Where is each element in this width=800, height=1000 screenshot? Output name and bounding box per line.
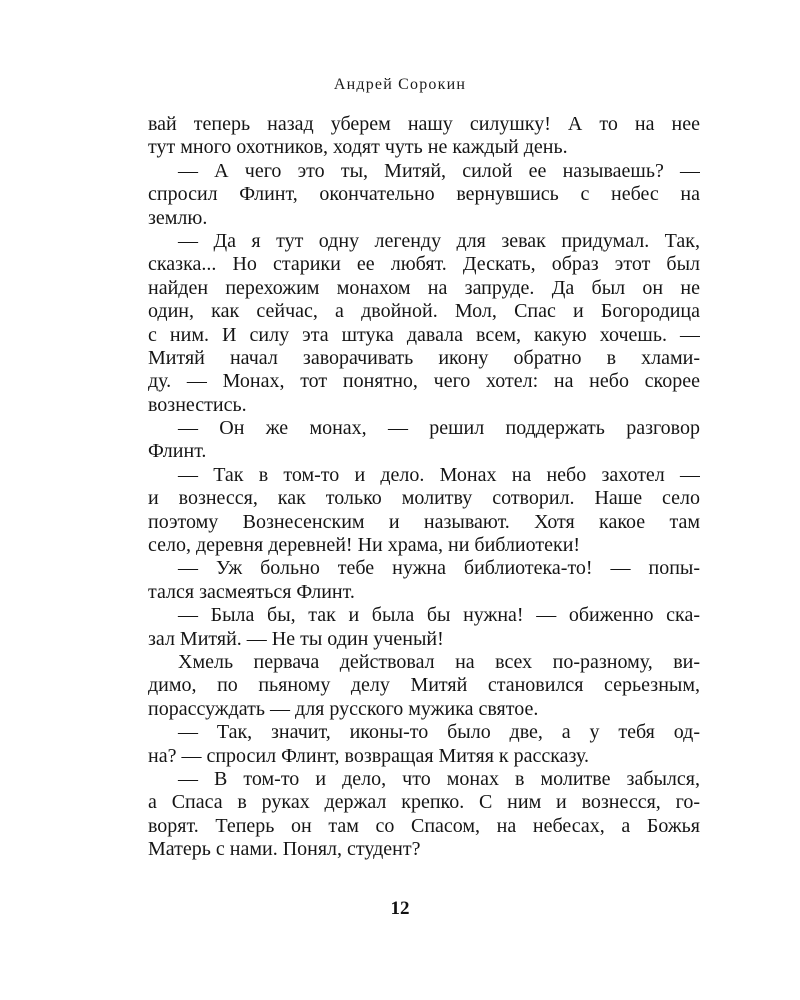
text-line: — Он же монах, — решил поддержать разговор xyxy=(178,417,700,440)
text-line: сказка... Но старики ее любят. Дескать, образ этот был xyxy=(148,253,700,276)
text-line: поэтому Вознесенским и называют. Хотя какое там xyxy=(148,510,700,533)
text-line: димо, по пьяному делу Митяй становился серьезным, xyxy=(148,674,700,697)
text-line: — Да я тут одну легенду для зевак придумал. Так, xyxy=(178,229,700,252)
text-line: с ним. И силу эта штука давала всем, какую хочешь. — xyxy=(148,323,700,346)
text-line: вай теперь назад уберем нашу силушку! А то на нее xyxy=(148,113,700,135)
text-line: — Уж больно тебе нужна библиотека-то! — попы- xyxy=(178,557,700,580)
text-line: землю. xyxy=(148,206,208,229)
text-line: — В том-то и дело, что монах в молитве забылся, xyxy=(178,767,700,790)
text-line: тут много охотников, ходят чуть не каждый день. xyxy=(148,136,568,159)
text-line: — Так в том-то и дело. Монах на небо захотел — xyxy=(178,463,700,486)
text-line: один, как сейчас, а двойной. Мол, Спас и Богородица xyxy=(148,300,700,323)
text-line: Митяй начал заворачивать икону обратно в хлами- xyxy=(148,346,700,369)
text-line: — Так, значит, иконы-то было две, а у тебя од- xyxy=(178,721,700,744)
text-line: зал Митяй. — Не ты один ученый! xyxy=(148,627,444,650)
text-line: — Была бы, так и была бы нужна! — обиженно ска- xyxy=(178,604,700,627)
text-line: ворят. Теперь он там со Спасом, на небесах, а Божья xyxy=(148,814,700,837)
text-line: ду. — Монах, тот понятно, чего хотел: на небо скорее xyxy=(148,370,700,393)
text-line: Флинт. xyxy=(148,440,207,463)
text-line: и вознесся, как только молитву сотворил. Наше село xyxy=(148,487,700,510)
running-head-author: Андрей Сорокин xyxy=(333,76,467,93)
text-line: — А чего это ты, Митяй, силой ее называешь? — xyxy=(178,159,700,182)
text-line: найден перехожим монахом на запруде. Да был он не xyxy=(148,276,700,299)
text-line: на? — спросил Флинт, возвращая Митяя к рассказу. xyxy=(148,744,590,767)
text-line: Матерь с нами. Понял, студент? xyxy=(148,838,421,861)
page-number: 12 xyxy=(390,898,410,919)
text-line: Хмель первача действовал на всех по-разному, ви- xyxy=(178,650,700,673)
text-line: порассуждать — для русского мужика святое. xyxy=(148,697,539,720)
text-line: спросил Флинт, окончательно вернувшись с небес на xyxy=(148,183,700,206)
text-line: тался засмеяться Флинт. xyxy=(148,580,355,603)
text-line: а Спаса в руках держал крепко. С ним и вознесся, го- xyxy=(148,791,700,814)
text-line: вознестись. xyxy=(148,393,247,416)
body-text xyxy=(148,113,700,862)
text-line: село, деревня деревней! Ни храма, ни библиотеки! xyxy=(148,534,581,557)
